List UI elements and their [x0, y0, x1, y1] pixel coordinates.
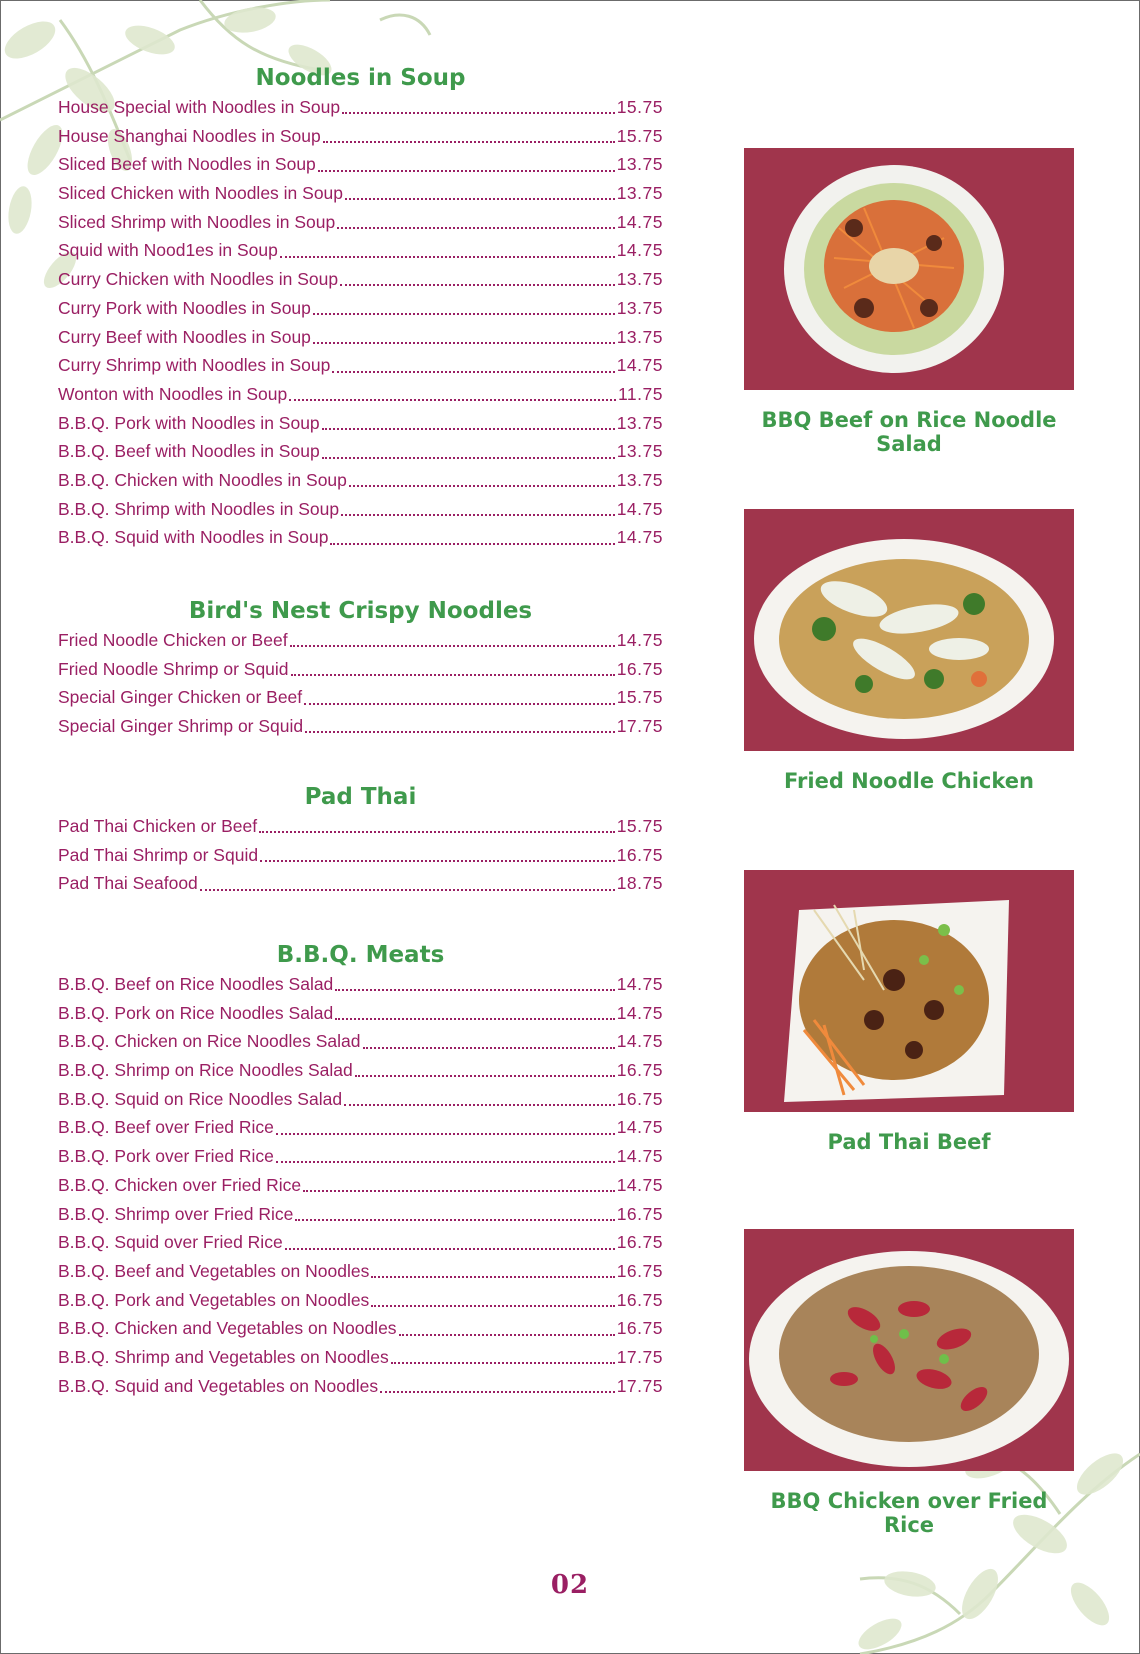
dot-leader	[335, 989, 614, 991]
menu-item-name: B.B.Q. Squid over Fried Rice	[58, 1232, 283, 1253]
menu-item-price: 13.75	[616, 269, 663, 290]
menu-item-price: 14.75	[616, 211, 663, 232]
menu-item	[58, 1343, 663, 1372]
menu-item-name: B.B.Q. Pork and Vegetables on Noodles	[58, 1289, 370, 1310]
menu-item	[58, 1314, 663, 1343]
menu-item	[58, 1372, 663, 1401]
menu-item-price: 13.75	[616, 154, 663, 175]
menu-item-price: 13.75	[616, 183, 663, 204]
menu-item	[58, 122, 663, 151]
dot-leader	[280, 256, 615, 258]
menu-item-name: B.B.Q. Chicken over Fried Rice	[58, 1174, 302, 1195]
menu-item-name: House Shanghai Noodles in Soup	[58, 125, 321, 146]
menu-item	[58, 150, 663, 179]
menu-item	[58, 841, 663, 870]
menu-item	[58, 812, 663, 841]
menu-item-price: 18.75	[616, 873, 663, 894]
menu-item	[58, 1142, 663, 1171]
menu-item	[58, 93, 663, 122]
menu-item-price: 15.75	[616, 687, 663, 708]
menu-item	[58, 179, 663, 208]
menu-item	[58, 1200, 663, 1229]
dot-leader	[322, 457, 615, 459]
menu-item	[58, 869, 663, 898]
fried-rice-plate-photo	[744, 1229, 1074, 1471]
menu-item-price: 16.75	[616, 844, 663, 865]
menu-item-name: Fried Noodle Chicken or Beef	[58, 630, 288, 650]
menu-item-name: B.B.Q. Shrimp with Noodles in Soup	[58, 498, 340, 519]
menu-item	[58, 351, 663, 380]
menu-item-name: Pad Thai Seafood	[58, 873, 198, 894]
menu-item-name: B.B.Q. Shrimp and Vegetables on Noodles	[58, 1346, 389, 1367]
menu-item	[58, 523, 663, 552]
menu-item-name: B.B.Q. Beef over Fried Rice	[58, 1117, 274, 1138]
pad-thai-plate-photo	[744, 870, 1074, 1112]
menu-section-pad-thai	[58, 782, 663, 898]
menu-item-price: 15.75	[616, 125, 663, 146]
photo-card-bbq-beef-salad	[744, 148, 1090, 456]
page-number: 02	[550, 1570, 590, 1600]
dot-leader	[349, 485, 615, 487]
menu-item-name: Pad Thai Chicken or Beef	[58, 816, 258, 836]
dot-leader	[313, 342, 615, 344]
dot-leader	[363, 1047, 615, 1049]
fried-noodle-plate-photo	[744, 509, 1074, 751]
menu-item-name: Pad Thai Shrimp or Squid	[58, 844, 259, 865]
menu-item-name: Squid with Nood1es in Soup	[58, 240, 278, 261]
menu-item	[58, 1056, 663, 1085]
dot-leader	[345, 198, 615, 200]
menu-item	[58, 208, 663, 237]
menu-item-price: 16.75	[616, 1289, 663, 1310]
menu-item-price: 16.75	[616, 1318, 663, 1339]
menu-item-name: B.B.Q. Beef with Noodles in Soup	[58, 441, 320, 462]
photo-caption: BBQ Beef on Rice Noodle Salad	[761, 408, 1057, 456]
dot-leader	[290, 645, 615, 647]
menu-item	[58, 380, 663, 409]
menu-item	[58, 1171, 663, 1200]
dot-leader	[335, 1018, 614, 1020]
menu-item-price: 16.75	[616, 1260, 663, 1281]
menu-item	[58, 655, 663, 684]
menu-item-price: 17.75	[616, 716, 663, 737]
menu-item-price: 13.75	[616, 297, 663, 318]
dot-leader	[289, 399, 616, 401]
menu-item	[58, 970, 663, 999]
menu-item-price: 13.75	[616, 441, 663, 462]
menu-item-name: Curry Pork with Noodles in Soup	[58, 297, 311, 318]
menu-item	[58, 437, 663, 466]
menu-item-name: B.B.Q. Squid on Rice Noodles Salad	[58, 1088, 343, 1109]
dot-leader	[295, 1219, 614, 1221]
dot-leader	[303, 1190, 615, 1192]
menu-item-name: B.B.Q. Pork with Noodles in Soup	[58, 412, 320, 433]
section-title: Pad Thai	[304, 784, 417, 810]
photo-card-bbq-chicken-fried-rice	[744, 1229, 1090, 1537]
menu-item-name: B.B.Q. Beef on Rice Noodles Salad	[58, 974, 334, 994]
menu-item-name: Curry Beef with Noodles in Soup	[58, 326, 311, 347]
menu-item-price: 14.75	[616, 630, 663, 650]
menu-item-name: Wonton with Noodles in Soup	[58, 383, 288, 404]
photo-caption: Pad Thai Beef	[827, 1130, 991, 1154]
menu-item-price: 16.75	[616, 1088, 663, 1109]
menu-item	[58, 1085, 663, 1114]
dot-leader	[340, 284, 615, 286]
menu-item-name: Curry Chicken with Noodles in Soup	[58, 269, 339, 290]
dot-leader	[276, 1133, 615, 1135]
menu-item-price: 13.75	[616, 412, 663, 433]
dot-leader	[371, 1305, 614, 1307]
dot-leader	[342, 112, 615, 114]
menu-item-price: 14.75	[616, 527, 663, 548]
menu-item	[58, 1257, 663, 1286]
menu-item	[58, 236, 663, 265]
dot-leader	[322, 428, 615, 430]
menu-item	[58, 1113, 663, 1142]
dot-leader	[371, 1276, 614, 1278]
menu-item	[58, 712, 663, 741]
photo-card-fried-noodle-chicken	[744, 509, 1090, 793]
dot-leader	[355, 1075, 615, 1077]
dot-leader	[337, 227, 614, 229]
menu-item-name: Sliced Shrimp with Noodles in Soup	[58, 211, 336, 232]
menu-item-name: Special Ginger Chicken or Beef	[58, 687, 303, 708]
section-title: B.B.Q. Meats	[276, 942, 445, 968]
section-title: Noodles in Soup	[255, 65, 466, 91]
photo-caption: BBQ Chicken over Fried Rice	[770, 1489, 1048, 1537]
menu-item	[58, 466, 663, 495]
menu-item-price: 15.75	[616, 816, 663, 836]
menu-item	[58, 294, 663, 323]
menu-item-price: 14.75	[616, 240, 663, 261]
menu-section-bbq-meats	[58, 940, 663, 1400]
menu-item-price: 16.75	[616, 1232, 663, 1253]
menu-item-price: 14.75	[616, 974, 663, 994]
menu-item-price: 16.75	[616, 1203, 663, 1224]
menu-item-price: 14.75	[616, 1174, 663, 1195]
menu-item-price: 13.75	[616, 469, 663, 490]
section-title: Bird's Nest Crispy Noodles	[188, 598, 533, 624]
menu-item	[58, 409, 663, 438]
menu-section-birds-nest	[58, 596, 663, 741]
menu-item-price: 14.75	[616, 1031, 663, 1052]
menu-item-name: House Special with Noodles in Soup	[58, 97, 341, 117]
dot-leader	[391, 1362, 615, 1364]
menu-item-price: 14.75	[616, 1146, 663, 1167]
menu-item-price: 14.75	[616, 498, 663, 519]
menu-item-name: B.B.Q. Chicken with Noodles in Soup	[58, 469, 347, 490]
dot-leader	[304, 703, 615, 705]
menu-item	[58, 626, 663, 655]
menu-item	[58, 1286, 663, 1315]
menu-item	[58, 1228, 663, 1257]
menu-item	[58, 495, 663, 524]
dot-leader	[332, 371, 614, 373]
menu-item	[58, 999, 663, 1028]
menu-item-price: 16.75	[616, 658, 663, 679]
menu-item-price: 13.75	[616, 326, 663, 347]
menu-item-price: 17.75	[616, 1375, 663, 1396]
menu-item-name: Fried Noodle Shrimp or Squid	[58, 658, 289, 679]
menu-item-price: 17.75	[616, 1346, 663, 1367]
dot-leader	[380, 1391, 615, 1393]
menu-item-name: B.B.Q. Shrimp over Fried Rice	[58, 1203, 294, 1224]
dot-leader	[276, 1161, 615, 1163]
menu-section-noodles-in-soup	[58, 63, 663, 552]
menu-item-name: B.B.Q. Chicken and Vegetables on Noodles	[58, 1318, 397, 1339]
dot-leader	[285, 1248, 615, 1250]
menu-item-price: 14.75	[616, 355, 663, 376]
menu-item-name: B.B.Q. Beef and Vegetables on Noodles	[58, 1260, 370, 1281]
dot-leader	[200, 889, 615, 891]
dot-leader	[323, 141, 615, 143]
menu-item-name: Curry Shrimp with Noodles in Soup	[58, 355, 331, 376]
menu-item-name: B.B.Q. Squid and Vegetables on Noodles	[58, 1375, 379, 1396]
dot-leader	[305, 731, 615, 733]
dot-leader	[399, 1334, 615, 1336]
menu-item	[58, 683, 663, 712]
dot-leader	[260, 860, 615, 862]
dot-leader	[313, 313, 615, 315]
menu-item-name: Special Ginger Shrimp or Squid	[58, 716, 304, 737]
menu-item-name: B.B.Q. Shrimp on Rice Noodles Salad	[58, 1060, 353, 1081]
menu-item-price: 15.75	[616, 97, 663, 117]
dot-leader	[259, 831, 615, 833]
dot-leader	[318, 170, 615, 172]
menu-item-price: 14.75	[616, 1117, 663, 1138]
photo-caption: Fried Noodle Chicken	[784, 769, 1034, 793]
menu-item-name: B.B.Q. Chicken on Rice Noodles Salad	[58, 1031, 361, 1052]
menu-item-name: B.B.Q. Pork on Rice Noodles Salad	[58, 1002, 334, 1023]
dot-leader	[341, 514, 615, 516]
dot-leader	[330, 543, 614, 545]
menu-item-name: B.B.Q. Pork over Fried Rice	[58, 1146, 274, 1167]
menu-item-name: Sliced Beef with Noodles in Soup	[58, 154, 316, 175]
menu-item-price: 11.75	[618, 383, 663, 404]
dot-leader	[291, 674, 615, 676]
menu-item	[58, 1027, 663, 1056]
menu-item-name: B.B.Q. Squid with Noodles in Soup	[58, 527, 329, 548]
menu-item	[58, 265, 663, 294]
menu-item-name: Sliced Chicken with Noodles in Soup	[58, 183, 344, 204]
menu-item-price: 16.75	[616, 1060, 663, 1081]
salad-bowl-photo	[744, 148, 1074, 390]
menu-item	[58, 323, 663, 352]
photo-card-pad-thai-beef	[744, 870, 1090, 1154]
menu-item-price: 14.75	[616, 1002, 663, 1023]
dot-leader	[344, 1104, 615, 1106]
